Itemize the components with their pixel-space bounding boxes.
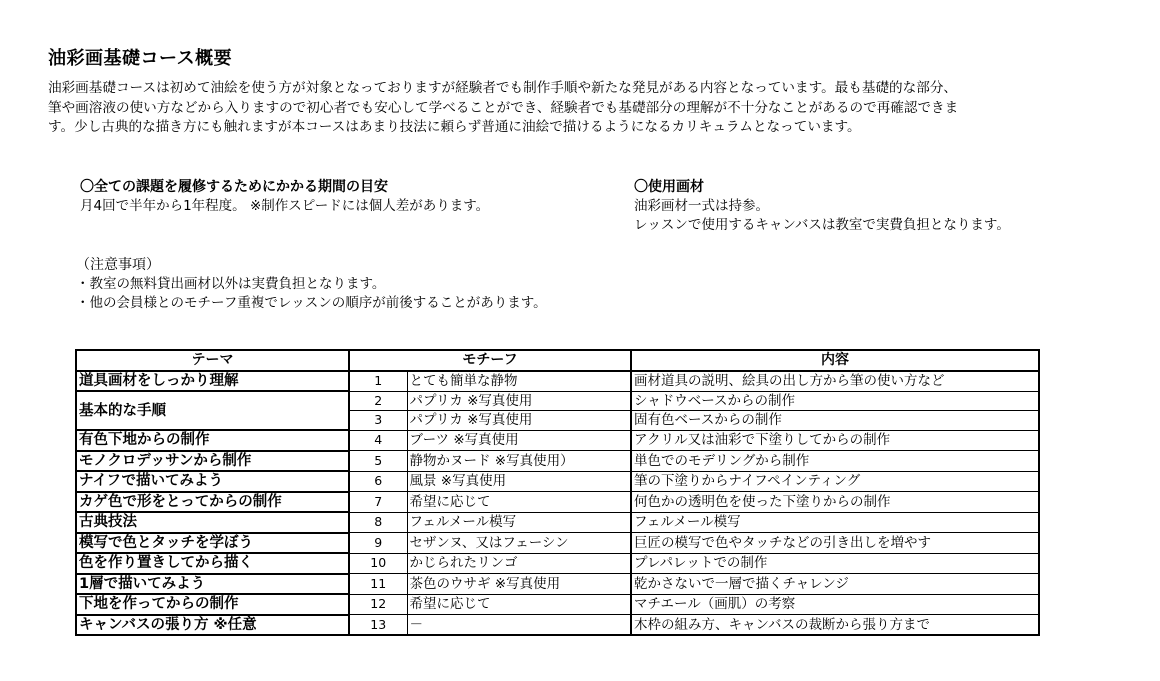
table-row [76,615,1039,636]
lesson-number: 11 [349,574,407,595]
table-row [76,430,1039,451]
lesson-number: 4 [349,430,407,451]
motif-cell: 静物かヌード ※写真使用） [407,451,631,472]
content-cell: プレパレットでの制作 [631,553,1039,574]
header-motif: モチーフ [349,350,631,371]
motif-cell: 風景 ※写真使用 [407,471,631,492]
theme-cell: キャンバスの張り方 ※任意 [76,615,349,636]
content-cell: 巨匠の模写で色やタッチなどの引き出しを増やす [631,533,1039,554]
curriculum-table [75,349,1040,636]
content-cell: アクリル又は油彩で下塗りしてからの制作 [631,430,1039,451]
table-row [76,451,1039,472]
theme-cell: 色を作り置きしてから描く [76,553,349,574]
content-cell: 画材道具の説明、絵具の出し方から筆の使い方など [631,371,1039,392]
header-theme: テーマ [76,350,349,371]
lesson-number: 10 [349,553,407,574]
materials-line: レッスンで使用するキャンバスは教室で実費負担となります。 [634,216,1010,233]
theme-cell: 下地を作ってからの制作 [76,594,349,615]
table-row [76,553,1039,574]
materials-heading: 〇使用画材 [634,179,704,195]
content-cell: 固有色ベースからの制作 [631,411,1039,431]
table-row [76,574,1039,595]
lesson-number: 3 [349,411,407,431]
content-cell: 単色でのモデリングから制作 [631,451,1039,472]
lesson-number: 8 [349,512,407,533]
notes-line: ・他の会員様とのモチーフ重複でレッスンの順序が前後することがあります。 [76,294,547,311]
table-row [76,471,1039,492]
lesson-number: 2 [349,391,407,411]
theme-cell: 道具画材をしっかり理解 [76,371,349,392]
notes-heading: （注意事項） [76,257,160,273]
period-text: 月4回で半年から1年程度。 ※制作スピードには個人差があります。 [80,198,490,214]
motif-cell: － [407,615,631,636]
motif-cell: かじられたリンゴ [407,553,631,574]
table-header-row [76,350,1039,371]
intro-line: 油彩画基礎コースは初めて油絵を使う方が対象となっておりますが経験者でも制作手順や新たな発見がある内容となっています。最も基礎的な部分、 [48,80,958,96]
materials-section [634,178,1010,234]
motif-cell: 茶色のウサギ ※写真使用 [407,574,631,595]
motif-cell: フェルメール模写 [407,512,631,533]
motif-cell: 希望に応じて [407,594,631,615]
table-row [76,391,1039,411]
table-row [76,512,1039,533]
header-content: 内容 [631,350,1039,371]
theme-cell: 1層で描いてみよう [76,574,349,595]
theme-cell: 基本的な手順 [76,391,349,430]
theme-cell: カゲ色で形をとってからの制作 [76,492,349,513]
motif-cell: セザンヌ、又はフェーシン [407,533,631,554]
table-row [76,492,1039,513]
notes-line: ・教室の無料貸出画材以外は実費負担となります。 [76,276,386,292]
period-section [80,178,489,216]
lesson-number: 12 [349,594,407,615]
lesson-number: 6 [349,471,407,492]
table-row [76,533,1039,554]
lesson-number: 13 [349,615,407,636]
theme-cell: モノクロデッサンから制作 [76,451,349,472]
content-cell: 何色かの透明色を使った下塗りからの制作 [631,492,1039,513]
content-cell: 乾かさないで一層で描くチャレンジ [631,574,1039,595]
theme-cell: 模写で色とタッチを学ぼう [76,533,349,554]
theme-cell: 古典技法 [76,512,349,533]
notes-section [76,256,547,312]
motif-cell: パプリカ ※写真使用 [407,411,631,431]
intro-line: す。少し古典的な描き方にも触れますが本コースはあまり技法に頼らず普通に油絵で描けるようになるカリキュラムとなっています。 [48,119,861,135]
content-cell: 筆の下塗りからナイフペインティング [631,471,1039,492]
materials-line: 油彩画材一式は持参。 [634,198,769,214]
intro-line: 筆や画溶液の使い方などから入りますので初心者でも安心して学べることができ、経験者でも基礎部分の理解が不十分なことがあるので再確認できま [48,99,959,116]
motif-cell: とても簡単な静物 [407,371,631,392]
content-cell: フェルメール模写 [631,512,1039,533]
theme-cell: ナイフで描いてみよう [76,471,349,492]
period-heading: 〇全ての課題を履修するためにかかる期間の目安 [80,179,388,195]
page-title: 油彩画基礎コース概要 [48,48,233,69]
content-cell: 木枠の組み方、キャンバスの裁断から張り方まで [631,615,1039,636]
content-cell: シャドウベースからの制作 [631,391,1039,411]
table-row [76,594,1039,615]
motif-cell: 希望に応じて [407,492,631,513]
lesson-number: 9 [349,533,407,554]
table-row [76,371,1039,392]
motif-cell: パプリカ ※写真使用 [407,391,631,411]
lesson-number: 1 [349,371,407,392]
content-cell: マチエール（画肌）の考察 [631,594,1039,615]
lesson-number: 5 [349,451,407,472]
theme-cell: 有色下地からの制作 [76,430,349,451]
lesson-number: 7 [349,492,407,513]
motif-cell: ブーツ ※写真使用 [407,430,631,451]
intro-paragraph [48,79,1128,138]
